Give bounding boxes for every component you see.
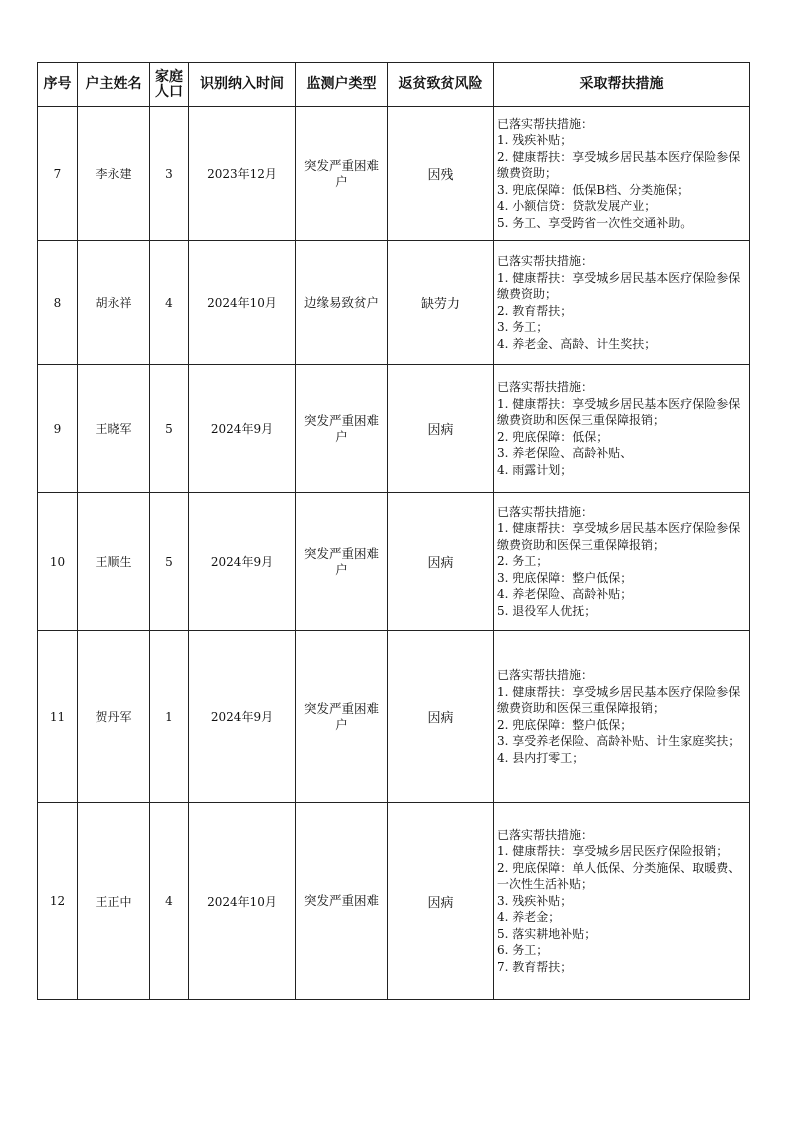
cell-date: 2023年12月 [189, 107, 296, 241]
measure-line: 2. 教育帮扶； [497, 303, 573, 318]
measure-line: 6. 务工； [497, 943, 549, 958]
measure-line: 已落实帮扶措施： [497, 116, 594, 131]
cell-name: 王正中 [78, 803, 150, 1000]
measure-line: 1. 健康帮扶：享受城乡居民基本医疗保险参保缴费资助和医保三重保障报销； [497, 521, 741, 552]
cell-type: 突发严重困难户 [296, 493, 388, 631]
header-date: 识别纳入时间 [189, 63, 296, 107]
cell-family: 1 [150, 631, 189, 803]
measure-line: 4. 雨露计划； [497, 462, 573, 477]
measure-line: 已落实帮扶措施： [497, 254, 594, 268]
cell-risk: 因残 [388, 107, 494, 241]
measure-line: 3. 兜底保障：整户低保； [497, 570, 633, 585]
table-row [38, 631, 750, 803]
measure-line: 2. 兜底保障：单人低保、分类施保、取暖费、一次性生活补贴； [497, 860, 741, 892]
cell-type: 突发严重困难户 [296, 365, 388, 493]
cell-name: 王顺生 [78, 493, 150, 631]
cell-date: 2024年9月 [189, 493, 296, 631]
measure-line: 4. 县内打零工； [497, 750, 585, 765]
measure-line: 1. 健康帮扶：享受城乡居民基本医疗保险参保缴费资助和医保三重保障报销； [497, 396, 741, 427]
table-row [38, 241, 750, 365]
cell-family: 5 [150, 493, 189, 631]
cell-type: 突发严重困难户 [296, 631, 388, 803]
measure-line: 已落实帮扶措施： [497, 504, 594, 519]
measure-line: 5. 退役军人优抚； [497, 603, 597, 618]
header-name: 户主姓名 [78, 63, 150, 107]
measure-line: 1. 健康帮扶：享受城乡居民基本医疗保险参保缴费资助； [497, 270, 741, 301]
monitoring-households-table [37, 62, 750, 1000]
cell-family: 4 [150, 803, 189, 1000]
cell-family: 3 [150, 107, 189, 241]
measure-line: 1. 残疾补贴； [497, 133, 573, 148]
cell-measures [494, 107, 750, 241]
cell-type: 突发严重困难户 [296, 107, 388, 241]
cell-name: 王晓军 [78, 365, 150, 493]
measure-line: 4. 养老金、高龄、计生奖扶； [497, 336, 657, 351]
measure-line: 已落实帮扶措施： [497, 668, 594, 682]
measure-line: 3. 兜底保障：低保B档、分类施保； [497, 182, 690, 197]
measure-line: 4. 小额信贷：贷款发展产业； [497, 199, 657, 214]
header-family: 家庭人口 [150, 63, 189, 107]
cell-type: 突发严重困难 [296, 803, 388, 1000]
measure-line: 2. 健康帮扶：享受城乡居民基本医疗保险参保缴费资助； [497, 149, 741, 181]
cell-risk: 因病 [388, 493, 494, 631]
cell-index: 8 [38, 241, 78, 365]
measure-line: 3. 残疾补贴； [497, 893, 573, 908]
cell-date: 2024年9月 [189, 631, 296, 803]
cell-family: 4 [150, 241, 189, 365]
measure-line: 2. 兜底保障：整户低保； [497, 717, 633, 732]
measure-line: 已落实帮扶措施： [497, 827, 594, 842]
cell-name: 胡永祥 [78, 241, 150, 365]
cell-index: 7 [38, 107, 78, 241]
header-type: 监测户类型 [296, 63, 388, 107]
cell-measures [494, 241, 750, 365]
cell-index: 12 [38, 803, 78, 1000]
table-row [38, 107, 750, 241]
measure-line: 2. 务工； [497, 554, 549, 569]
cell-index: 11 [38, 631, 78, 803]
table-row [38, 365, 750, 493]
cell-type: 边缘易致贫户 [296, 241, 388, 365]
cell-risk: 因病 [388, 631, 494, 803]
measure-line: 4. 养老保险、高龄补贴； [497, 587, 633, 602]
measure-line: 已落实帮扶措施： [497, 380, 594, 394]
measure-line: 7. 教育帮扶； [497, 959, 573, 974]
cell-name: 贺丹军 [78, 631, 150, 803]
table-row [38, 493, 750, 631]
cell-measures [494, 631, 750, 803]
header-measures: 采取帮扶措施 [494, 63, 750, 107]
cell-date: 2024年9月 [189, 365, 296, 493]
cell-index: 10 [38, 493, 78, 631]
measure-line: 1. 健康帮扶：享受城乡居民基本医疗保险参保缴费资助和医保三重保障报销； [497, 684, 741, 715]
measure-line: 3. 享受养老保险、高龄补贴、计生家庭奖扶； [497, 734, 741, 748]
cell-risk: 因病 [388, 803, 494, 1000]
cell-family: 5 [150, 365, 189, 493]
cell-measures [494, 493, 750, 631]
measure-line: 4. 养老金； [497, 910, 561, 925]
cell-index: 9 [38, 365, 78, 493]
cell-risk: 因病 [388, 365, 494, 493]
header-risk: 返贫致贫风险 [388, 63, 494, 107]
measure-line: 5. 务工、享受跨省一次性交通补助。 [497, 215, 693, 230]
measure-line: 3. 养老保险、高龄补贴、 [497, 446, 633, 460]
measure-line: 2. 兜底保障：低保； [497, 429, 609, 444]
cell-date: 2024年10月 [189, 241, 296, 365]
cell-measures [494, 365, 750, 493]
measure-line: 3. 务工； [497, 320, 549, 334]
table-row [38, 803, 750, 1000]
header-row [38, 63, 750, 107]
header-index: 序号 [38, 63, 78, 107]
measure-line: 1. 健康帮扶：享受城乡居民医疗保险报销； [497, 844, 729, 859]
cell-risk: 缺劳力 [388, 241, 494, 365]
cell-date: 2024年10月 [189, 803, 296, 1000]
measure-line: 5. 落实耕地补贴； [497, 926, 597, 941]
cell-name: 李永建 [78, 107, 150, 241]
cell-measures [494, 803, 750, 1000]
